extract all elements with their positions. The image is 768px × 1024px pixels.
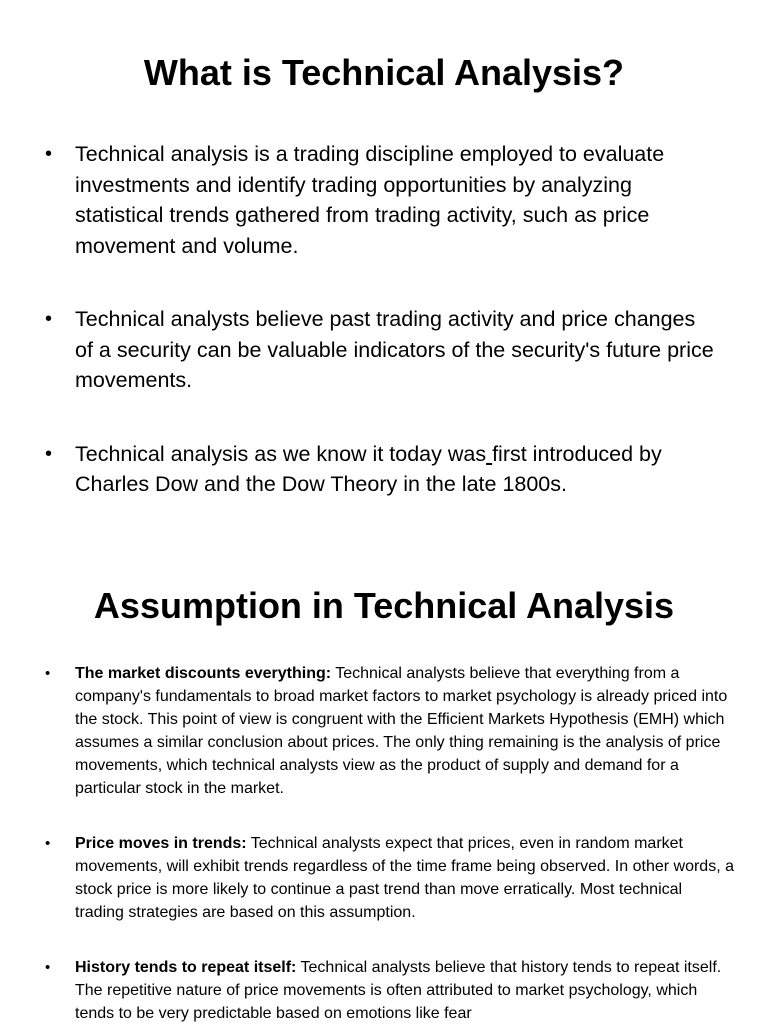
list-item xyxy=(45,956,735,1024)
bullet-icon: • xyxy=(45,835,51,852)
bullet-text: Technical analysts believe that everything from a company's fundamentals to broad market factors to market psychology is already priced into the stock. This point of view is congruent with the Efficient Markets Hypothesis (EMH) which assumes a similar conclusion about prices. The only thing remaining is the analysis of price movements, which technical analysts view as the product of supply and demand for a particular stock in the market. xyxy=(75,665,728,797)
definition-bullet-list xyxy=(45,139,715,500)
bullet-text: Technical analysts believe that history tends to repeat itself. The repetitive nature of price movements is often attributed to market psychology, which tends to be very predictable based on emotions like fear xyxy=(75,959,722,1022)
assumption-bullet-list xyxy=(45,662,735,1024)
bullet-text: Technical analysis as we know it today was xyxy=(75,441,487,466)
list-item xyxy=(45,832,735,924)
bullet-icon: • xyxy=(45,442,53,465)
bullet-icon: • xyxy=(45,959,51,976)
bullet-lead-text: The market discounts everything: xyxy=(75,665,332,682)
bullet-lead-text: History tends to repeat itself: xyxy=(75,959,297,976)
bullet-text: Technical analysts believe past trading activity and price changes of a security can be valuable indicators of the security's future price movements. xyxy=(75,307,714,392)
list-item xyxy=(45,439,715,500)
bullet-lead-text: Price moves in trends: xyxy=(75,835,247,852)
section-title-what-is-technical-analysis: What is Technical Analysis? xyxy=(143,52,625,93)
bullet-text-continued: first introduced by Charles Dow and the Dow Theory in the late 1800s. xyxy=(75,441,662,496)
bullet-icon: • xyxy=(45,665,51,682)
list-item xyxy=(45,139,715,261)
list-item xyxy=(45,304,715,396)
bullet-text: Technical analysis is a trading discipline employed to evaluate investments and identify trading opportunities by analyzing statistical trends gathered from trading activity, such as price movement and volume. xyxy=(75,142,665,258)
bullet-text: Technical analysts expect that prices, even in random market movements, will exhibit trends regardless of the time frame being observed. In other words, a stock price is more likely to continue a past trend than move erratically. Most technical trading strategies are based on this assumption. xyxy=(75,835,734,921)
list-item xyxy=(45,662,735,800)
bullet-icon: • xyxy=(45,308,53,330)
bullet-icon: • xyxy=(45,143,53,165)
section-title-assumption-in-technical-analysis: Assumption in Technical Analysis xyxy=(93,585,675,626)
